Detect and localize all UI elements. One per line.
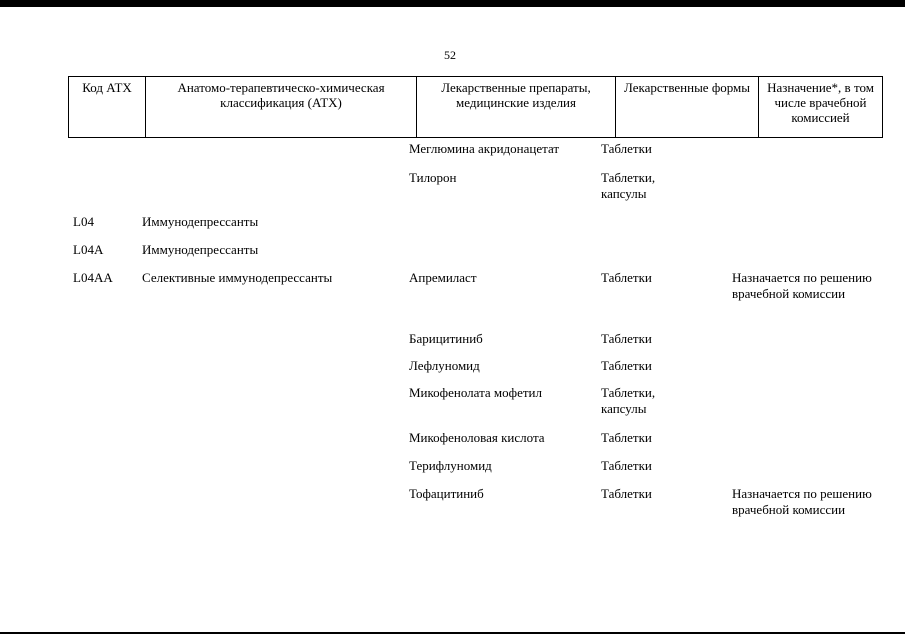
header-classification: Анатомо-терапевтическо-химическая классификация (АТХ)	[146, 77, 417, 138]
prescription-note: Назначается по решению врачебной комиссии	[732, 270, 872, 301]
drug-name: Микофеноловая кислота	[409, 430, 545, 445]
dosage-form: Таблетки	[601, 430, 652, 445]
dosage-form: Таблетки	[601, 331, 652, 346]
dosage-form: Таблетки	[601, 270, 652, 285]
header-code: Код АТХ	[69, 77, 146, 138]
dosage-form: Таблетки	[601, 486, 652, 501]
top-border-rule	[0, 0, 905, 7]
drug-name: Тилорон	[409, 170, 457, 185]
drug-name: Барицитиниб	[409, 331, 483, 346]
bottom-border-rule	[0, 632, 905, 634]
drug-name: Апремиласт	[409, 270, 477, 285]
atc-code: L04A	[73, 242, 104, 257]
dosage-form: Таблетки	[601, 358, 652, 373]
header-forms: Лекарственные формы	[616, 77, 759, 138]
drug-name: Лефлуномид	[409, 358, 480, 373]
atc-classification: Селективные иммунодепрессанты	[142, 270, 333, 285]
drug-name: Меглюмина акридонацетат	[409, 141, 560, 156]
prescription-note: Назначается по решению врачебной комиссии	[732, 486, 872, 517]
atc-code: L04AA	[73, 270, 113, 285]
header-drugs: Лекарственные препараты, медицинские изделия	[417, 77, 616, 138]
drug-name: Микофенолата мофетил	[409, 385, 542, 400]
dosage-form: Таблетки	[601, 141, 652, 156]
atc-classification: Иммунодепрессанты	[142, 242, 259, 257]
drug-name: Терифлуномид	[409, 458, 492, 473]
page-number: 52	[444, 48, 456, 62]
atc-code: L04	[73, 214, 94, 229]
header-row	[69, 77, 883, 138]
atc-classification: Иммунодепрессанты	[142, 214, 259, 229]
dosage-form: Таблетки, капсулы	[601, 385, 656, 416]
table-header	[68, 76, 883, 138]
dosage-form: Таблетки	[601, 458, 652, 473]
drug-name: Тофацитиниб	[409, 486, 484, 501]
dosage-form: Таблетки, капсулы	[601, 170, 656, 201]
header-purpose: Назначение*, в том числе врачебной комиссией	[759, 77, 883, 138]
